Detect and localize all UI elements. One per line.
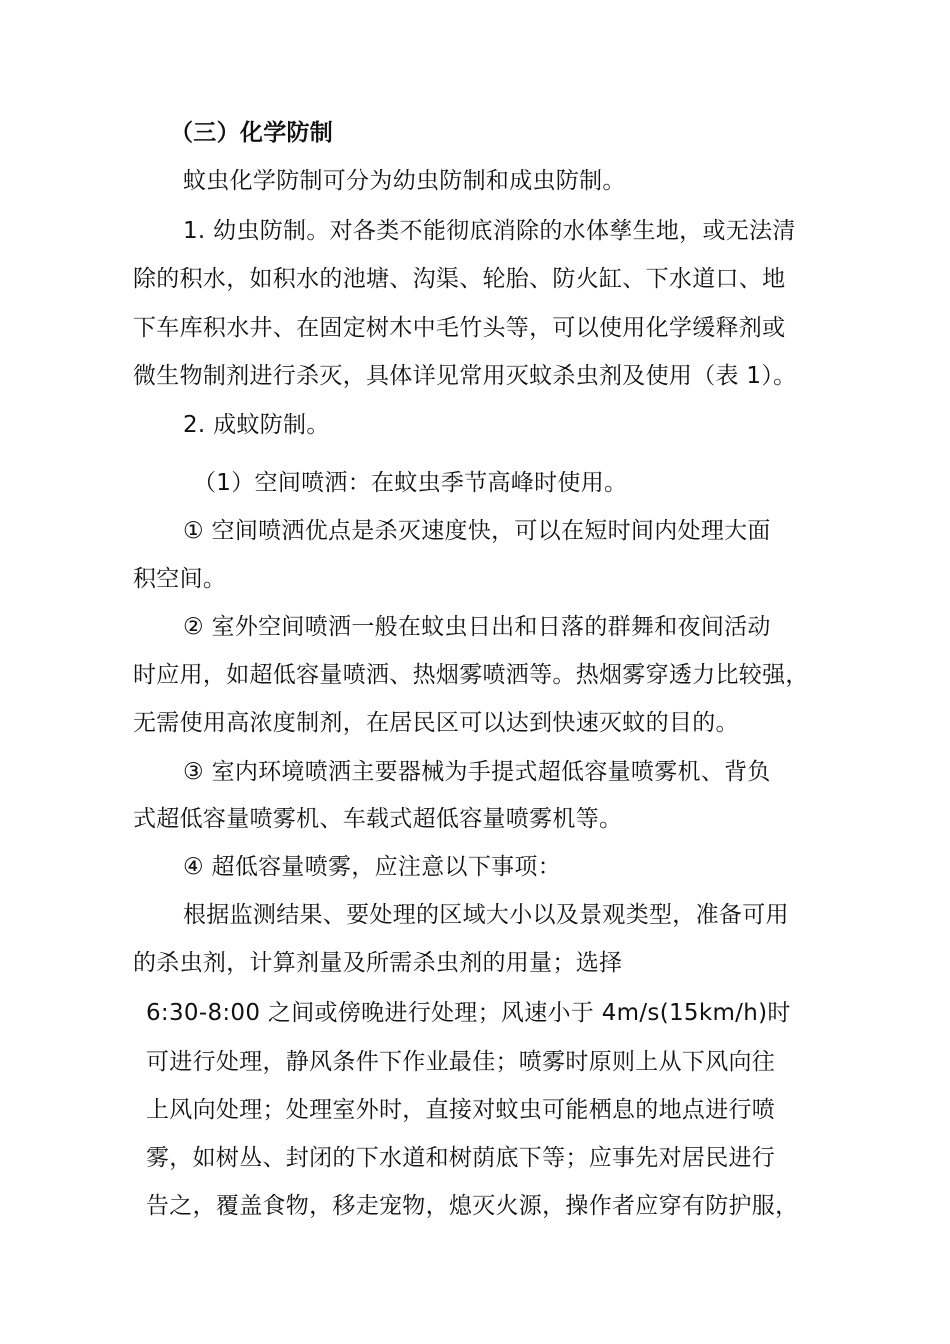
paragraph-line: 微生物制剂进行杀灭，具体详见常用灭蚊杀虫剂及使用（表 1）。 (133, 363, 797, 389)
paragraph-line: 可进行处理，静风条件下作业最佳；喷雾时原则上从下风向往 (146, 1049, 776, 1075)
paragraph-line: ① 空间喷洒优点是杀灭速度快，可以在短时间内处理大面 (183, 518, 771, 544)
paragraph-line: 根据监测结果、要处理的区域大小以及景观类型，准备可用 (183, 902, 789, 928)
paragraph-line: 告之，覆盖食物，移走宠物，熄灭火源，操作者应穿有防护服， (146, 1193, 799, 1219)
paragraph-line: 下车库积水井、在固定树木中毛竹头等，可以使用化学缓释剂或 (133, 315, 786, 341)
paragraph-line: 无需使用高浓度制剂，在居民区可以达到快速灭蚊的目的。 (133, 710, 739, 736)
paragraph-line: 上风向处理；处理室外时，直接对蚊虫可能栖息的地点进行喷 (146, 1097, 776, 1123)
paragraph-line: 雾，如树丛、封闭的下水道和树荫底下等；应事先对居民进行 (146, 1145, 776, 1171)
paragraph-line: 积空间。 (133, 566, 227, 592)
paragraph-line: 6:30-8:00 之间或傍晚进行处理；风速小于 4m/s(15km/h)时 (146, 1000, 791, 1026)
paragraph-line: 蚊虫化学防制可分为幼虫防制和成虫防制。 (183, 168, 626, 194)
paragraph-line: ③ 室内环境喷洒主要器械为手提式超低容量喷雾机、背负 (183, 759, 771, 785)
section-heading: （三）化学防制 (170, 120, 334, 146)
paragraph-line: 2. 成蚊防制。 (183, 412, 330, 438)
paragraph-line: 1. 幼虫防制。对各类不能彻底消除的水体孳生地，或无法清 (183, 218, 796, 244)
paragraph-line: 的杀虫剂，计算剂量及所需杀虫剂的用量；选择 (133, 950, 623, 976)
paragraph-line: 式超低容量喷雾机、车载式超低容量喷雾机等。 (133, 806, 623, 832)
paragraph-line: ② 室外空间喷洒一般在蚊虫日出和日落的群舞和夜间活动 (183, 614, 771, 640)
paragraph-line: 时应用，如超低容量喷洒、热烟雾喷洒等。热烟雾穿透力比较强， (133, 662, 809, 688)
paragraph-line: （1）空间喷洒：在蚊虫季节高峰时使用。 (193, 470, 628, 496)
paragraph-line: 除的积水，如积水的池塘、沟渠、轮胎、防火缸、下水道口、地 (133, 266, 786, 292)
paragraph-line: ④ 超低容量喷雾，应注意以下事项： (183, 854, 562, 880)
